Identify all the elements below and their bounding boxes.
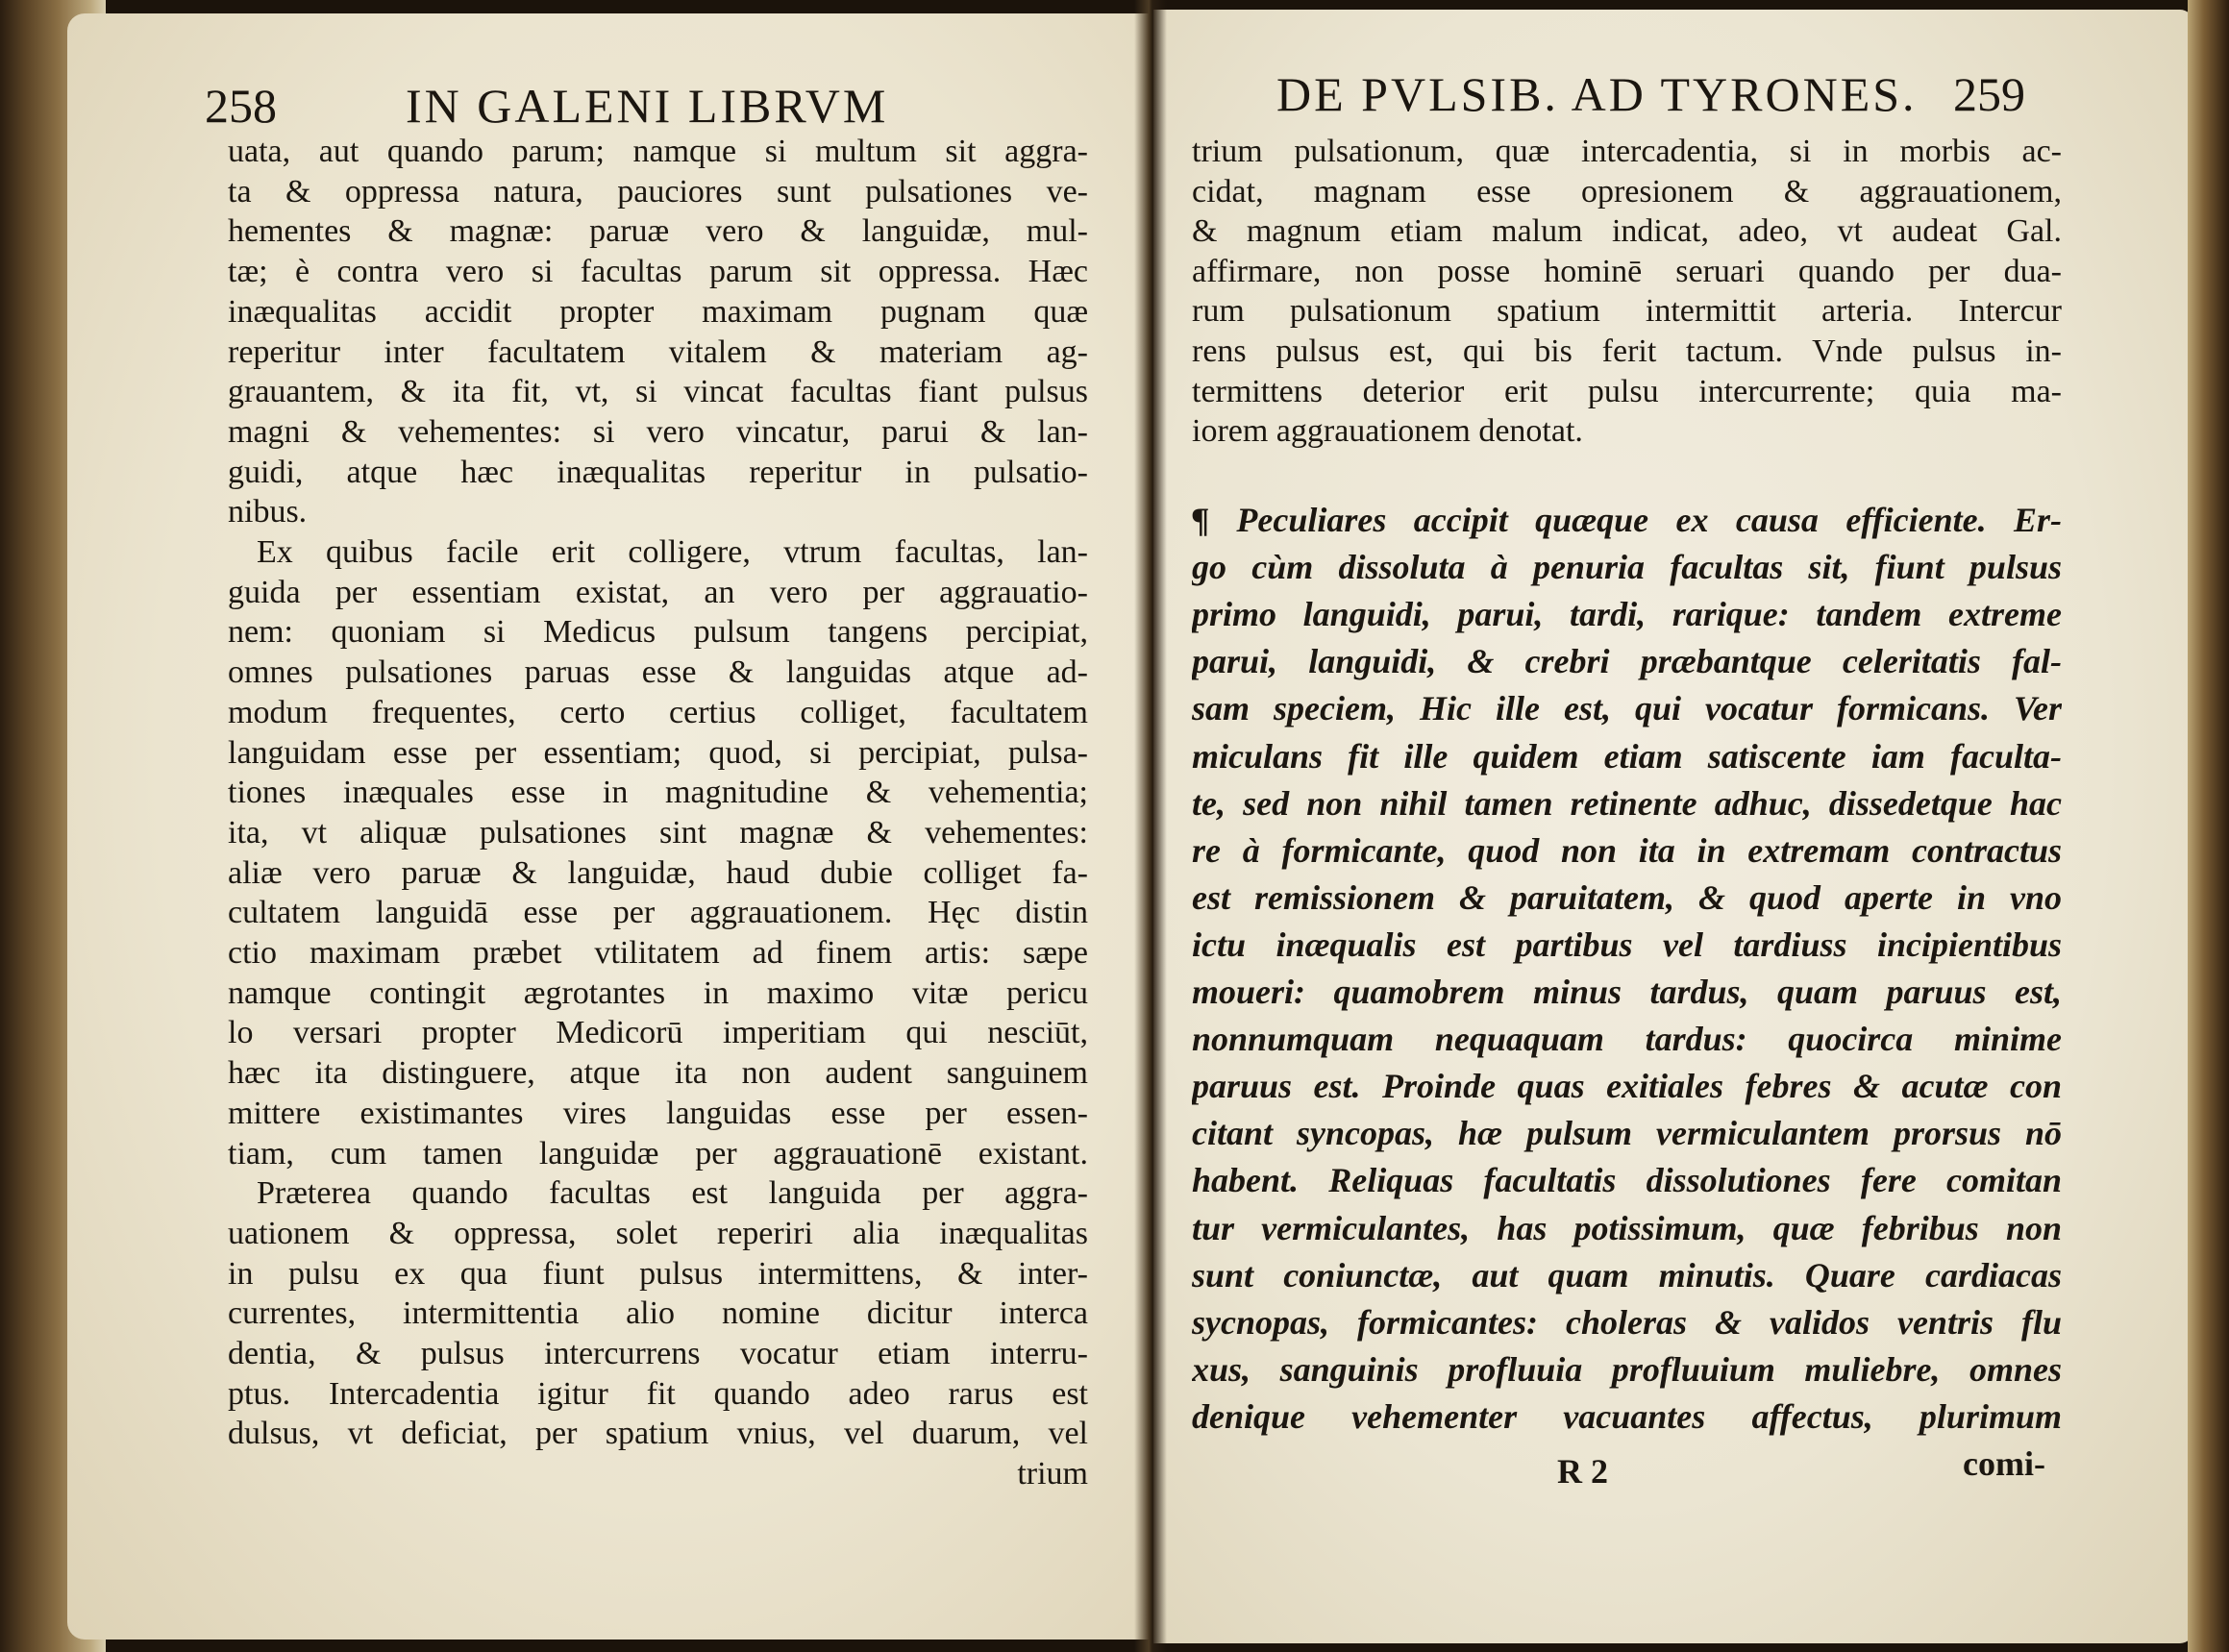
text-line: dentia, & pulsus intercurrens vocatur etiam interru- — [228, 1336, 1088, 1371]
text-line: parui, languidi, & crebri præbantque celeritatis fal- — [1192, 642, 2062, 681]
text-line: ita, vt aliquæ pulsationes sint magnæ & vehementes: — [228, 814, 1088, 851]
text-line: iorem aggrauationem denotat. — [1192, 413, 1583, 450]
text-line: omnes pulsationes paruas esse & languidas atque ad- — [228, 654, 1088, 691]
text-line: tur vermiculantes, has potissimum, quæ febribus non — [1192, 1208, 2062, 1247]
text-line: ¶ Peculiares accipit quæque ex causa efficiente. Er- — [1192, 501, 2062, 539]
text-line: miculans fit ille quidem etiam satiscente iam faculta- — [1192, 736, 2062, 776]
text-line: cidat, magnam esse opresionem & aggrauationem, — [1192, 173, 2062, 210]
running-title: IN GALENI LIBRVM — [406, 79, 889, 133]
catchword: comi- — [1963, 1444, 2045, 1483]
text-line: aliæ vero paruæ & languidæ, haud dubie colliget fa- — [228, 854, 1088, 891]
text-line: primo languidi, parui, tardi, rarique: tandem extreme — [1192, 595, 2062, 634]
text-line: tiam, cum tamen languidæ per aggrauationē existant. — [228, 1135, 1088, 1171]
text-line: Ex quibus facile erit colligere, vtrum facultas, lan- — [257, 534, 1088, 570]
text-line: namque contingit ægrotantes in maximo vitæ pericu — [228, 974, 1088, 1011]
text-line: in pulsu ex qua fiunt pulsus intermittens, & inter- — [228, 1255, 1088, 1292]
text-line: re à formicante, quod non ita in extremam contractus — [1192, 830, 2062, 870]
running-title: DE PVLSIB. AD TYRONES. — [1276, 67, 1918, 121]
text-line: modum frequentes, certo certius colliget, facultatem — [228, 694, 1088, 730]
text-line: sycnopas, formicantes: choleras & validos ventris flu — [1192, 1302, 2062, 1342]
text-line: ictu inæqualis est partibus vel tardiuss incipientibus — [1192, 925, 2062, 964]
text-line: rens pulsus est, qui bis ferit tactum. Vnde pulsus in- — [1192, 333, 2062, 369]
text-line: nibus. — [228, 494, 308, 530]
text-line: languidam esse per essentiam; quod, si percipiat, pulsa- — [228, 734, 1088, 771]
page-number: 258 — [205, 79, 277, 133]
text-line: guida per essentiam existat, an vero per aggrauatio- — [228, 574, 1088, 610]
text-line: hæc ita distinguere, atque ita non audent sanguinem — [228, 1055, 1088, 1092]
right-page — [1153, 10, 2193, 1643]
text-line: Præterea quando facultas est languida per aggra- — [257, 1175, 1088, 1212]
text-line: est remissionem & paruitatem, & quod aperte in vno — [1192, 877, 2062, 917]
text-line: nem: quoniam si Medicus pulsum tangens percipiat, — [228, 614, 1088, 651]
text-line: sam speciem, Hic ille est, qui vocatur formicans. Ver — [1192, 689, 2062, 728]
page-number: 259 — [1953, 67, 2025, 121]
text-line: magni & vehementes: si vero vincatur, parui & lan- — [228, 413, 1088, 450]
book-gutter — [1134, 0, 1167, 1652]
text-line: reperitur inter facultatem vitalem & materiam ag- — [228, 333, 1088, 370]
text-line: hementes & magnæ: paruæ vero & languidæ, mul- — [228, 213, 1088, 250]
text-line: xus, sanguinis profluuia profluuium muliebre, omnes — [1192, 1349, 2062, 1389]
text-line: sunt coniunctæ, aut quam minutis. Quare cardiacas — [1192, 1255, 2062, 1294]
text-line: currentes, intermittentia alio nomine dicitur interca — [228, 1295, 1088, 1332]
text-line: cultatem languidā esse per aggrauationem. Hęc distin — [228, 895, 1088, 931]
text-line: guidi, atque hæc inæqualitas reperitur in pulsatio- — [228, 454, 1088, 490]
text-line: affirmare, non posse hominē seruari quando per dua- — [1192, 253, 2062, 289]
text-line: ctio maximam præbet vtilitatem ad finem artis: sæpe — [228, 935, 1088, 971]
text-line: rum pulsationum spatium intermittit arteria. Intercur — [1192, 293, 2062, 330]
text-line: habent. Reliquas facultatis dissolutiones fere comitan — [1192, 1161, 2062, 1200]
text-line: moueri: quamobrem minus tardus, quam paruus est, — [1192, 973, 2062, 1011]
text-line: denique vehementer vacuantes affectus, plurimum — [1192, 1396, 2062, 1436]
text-line: dulsus, vt deficiat, per spatium vnius, vel duarum, vel — [228, 1416, 1088, 1452]
text-line: grauantem, & ita fit, vt, si vincat facultas fiant pulsus — [228, 374, 1088, 410]
left-page — [67, 13, 1149, 1640]
text-line: tiones inæquales esse in magnitudine & vehementia; — [228, 775, 1088, 811]
signature-mark: R 2 — [1557, 1452, 1608, 1491]
text-line: inæqualitas accidit propter maximam pugnam quæ — [228, 293, 1088, 330]
text-line: paruus est. Proinde quas exitiales febres & acutæ con — [1192, 1067, 2062, 1106]
text-line: & magnum etiam malum indicat, adeo, vt audeat Gal. — [1192, 213, 2062, 250]
catchword: trium — [1017, 1456, 1088, 1492]
text-line: te, sed non nihil tamen retinente adhuc, dissedetque hac — [1192, 783, 2062, 823]
text-line: ptus. Intercadentia igitur fit quando adeo rarus est — [228, 1375, 1088, 1412]
text-line: mittere existimantes vires languidas esse per essen- — [228, 1095, 1088, 1131]
text-line: citant syncopas, hæ pulsum vermiculantem prorsus nō — [1192, 1114, 2062, 1153]
text-line: uata, aut quando parum; namque si multum sit aggra- — [228, 134, 1088, 169]
text-line: lo versari propter Medicorū imperitiam qui nesciūt, — [228, 1015, 1088, 1051]
text-line: tæ; è contra vero si facultas parum sit oppressa. Hæc — [228, 254, 1088, 290]
text-line: trium pulsationum, quæ intercadentia, si in morbis ac- — [1192, 134, 2062, 169]
text-line: ta & oppressa natura, pauciores sunt pulsationes ve- — [228, 173, 1088, 210]
book-fore-edge-right — [2188, 0, 2229, 1652]
text-line: go cùm dissoluta à penuria facultas sit, fiunt pulsus — [1192, 548, 2062, 587]
text-line: termittens deterior erit pulsu intercurrente; quia ma- — [1192, 373, 2062, 409]
text-line: uationem & oppressa, solet reperiri alia inæqualitas — [228, 1215, 1088, 1251]
text-line: nonnumquam nequaquam tardus: quocirca minime — [1192, 1020, 2062, 1059]
